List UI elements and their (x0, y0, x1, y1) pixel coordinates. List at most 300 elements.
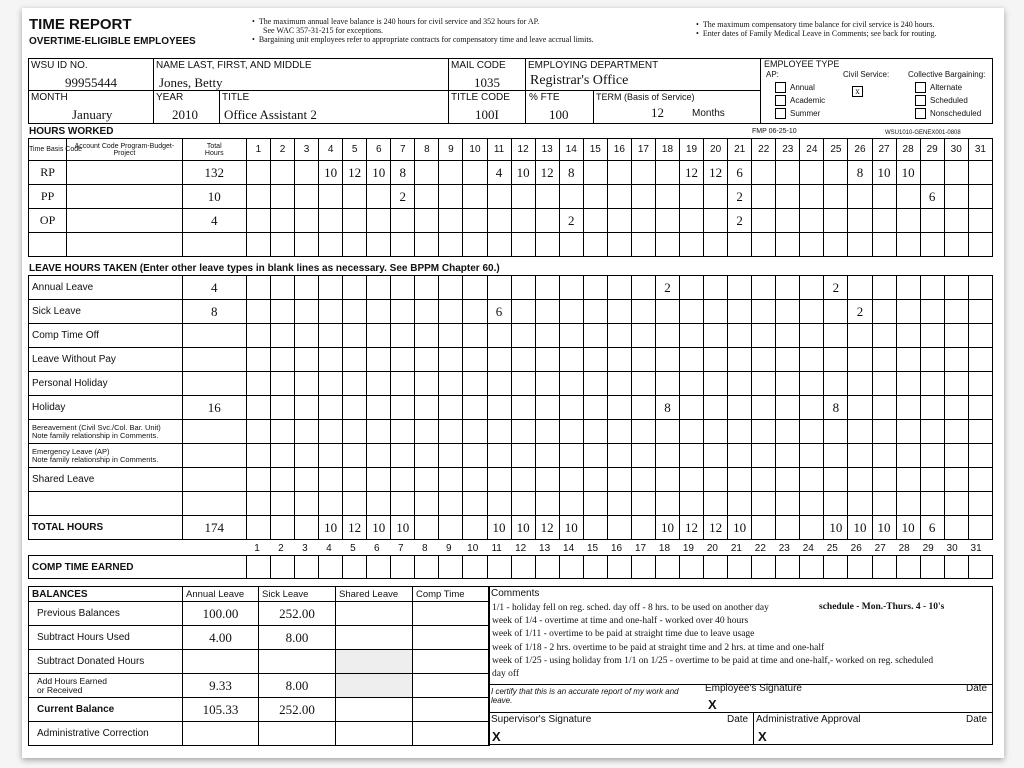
day-cell[interactable] (968, 444, 992, 468)
day-cell[interactable] (920, 209, 944, 233)
day-cell[interactable] (680, 396, 704, 420)
day-cell[interactable] (680, 209, 704, 233)
day-cell[interactable] (800, 492, 824, 516)
leave-total-cell[interactable] (182, 420, 246, 444)
day-cell[interactable] (559, 276, 583, 300)
day-cell[interactable] (800, 468, 824, 492)
day-cell[interactable] (655, 444, 679, 468)
day-cell[interactable] (872, 233, 896, 257)
day-cell[interactable]: 10 (367, 516, 391, 540)
day-cell[interactable] (848, 468, 872, 492)
day-cell[interactable] (535, 396, 559, 420)
day-cell[interactable]: 10 (655, 516, 679, 540)
day-cell[interactable] (848, 444, 872, 468)
day-cell[interactable] (944, 161, 968, 185)
day-cell[interactable] (295, 348, 319, 372)
day-cell[interactable] (824, 348, 848, 372)
day-cell[interactable] (535, 468, 559, 492)
comp-time-balance[interactable] (413, 722, 490, 746)
day-cell[interactable] (535, 492, 559, 516)
day-cell[interactable] (631, 324, 655, 348)
day-cell[interactable] (752, 556, 776, 579)
leave-total-cell[interactable]: 16 (182, 396, 246, 420)
day-cell[interactable] (415, 396, 439, 420)
day-cell[interactable] (631, 468, 655, 492)
day-cell[interactable] (415, 185, 439, 209)
day-cell[interactable] (655, 492, 679, 516)
day-cell[interactable] (631, 185, 655, 209)
day-cell[interactable] (752, 209, 776, 233)
day-cell[interactable] (631, 444, 655, 468)
day-cell[interactable] (655, 556, 679, 579)
total-hours-cell[interactable] (182, 233, 246, 257)
day-cell[interactable] (270, 492, 294, 516)
day-cell[interactable] (896, 209, 920, 233)
day-cell[interactable] (463, 468, 487, 492)
day-cell[interactable] (391, 324, 415, 348)
day-cell[interactable] (439, 185, 463, 209)
leave-total-cell[interactable] (182, 468, 246, 492)
day-cell[interactable] (752, 516, 776, 540)
day-cell[interactable] (728, 300, 752, 324)
day-cell[interactable] (896, 372, 920, 396)
day-cell[interactable] (824, 372, 848, 396)
day-cell[interactable] (391, 372, 415, 396)
day-cell[interactable] (704, 444, 728, 468)
day-cell[interactable] (848, 420, 872, 444)
day-cell[interactable] (367, 348, 391, 372)
annual-leave-balance[interactable]: 4.00 (183, 626, 259, 650)
day-cell[interactable] (872, 324, 896, 348)
scheduled-checkbox[interactable] (915, 95, 926, 106)
day-cell[interactable] (559, 300, 583, 324)
day-cell[interactable] (607, 396, 631, 420)
day-cell[interactable] (343, 420, 367, 444)
day-cell[interactable] (607, 468, 631, 492)
day-cell[interactable] (728, 492, 752, 516)
day-cell[interactable] (704, 348, 728, 372)
day-cell[interactable]: 10 (872, 516, 896, 540)
day-cell[interactable] (463, 396, 487, 420)
annual-leave-balance[interactable] (183, 650, 259, 674)
day-cell[interactable] (463, 276, 487, 300)
day-cell[interactable] (559, 348, 583, 372)
day-cell[interactable] (463, 516, 487, 540)
total-hours-cell[interactable]: 132 (182, 161, 246, 185)
day-cell[interactable] (511, 396, 535, 420)
day-cell[interactable] (439, 276, 463, 300)
day-cell[interactable] (776, 300, 800, 324)
day-cell[interactable] (704, 300, 728, 324)
comp-time-balance[interactable] (413, 626, 490, 650)
day-cell[interactable] (270, 348, 294, 372)
day-cell[interactable] (246, 209, 270, 233)
day-cell[interactable] (704, 556, 728, 579)
day-cell[interactable] (270, 444, 294, 468)
comp-time-balance[interactable] (413, 602, 490, 626)
day-cell[interactable] (920, 444, 944, 468)
day-cell[interactable] (270, 396, 294, 420)
day-cell[interactable] (824, 492, 848, 516)
day-cell[interactable] (920, 372, 944, 396)
day-cell[interactable] (295, 185, 319, 209)
day-cell[interactable] (439, 233, 463, 257)
day-cell[interactable] (776, 209, 800, 233)
day-cell[interactable]: 2 (559, 209, 583, 233)
day-cell[interactable] (968, 209, 992, 233)
day-cell[interactable] (343, 556, 367, 579)
day-cell[interactable] (583, 420, 607, 444)
day-cell[interactable] (655, 300, 679, 324)
day-cell[interactable]: 2 (824, 276, 848, 300)
day-cell[interactable] (631, 209, 655, 233)
day-cell[interactable] (728, 324, 752, 348)
day-cell[interactable] (559, 324, 583, 348)
day-cell[interactable] (439, 556, 463, 579)
day-cell[interactable] (896, 468, 920, 492)
day-cell[interactable] (246, 444, 270, 468)
day-cell[interactable] (391, 233, 415, 257)
day-cell[interactable] (680, 556, 704, 579)
day-cell[interactable] (944, 396, 968, 420)
day-cell[interactable] (824, 233, 848, 257)
day-cell[interactable] (439, 444, 463, 468)
day-cell[interactable] (607, 420, 631, 444)
day-cell[interactable] (680, 276, 704, 300)
day-cell[interactable] (631, 396, 655, 420)
day-cell[interactable] (655, 348, 679, 372)
day-cell[interactable] (752, 372, 776, 396)
day-cell[interactable] (367, 468, 391, 492)
day-cell[interactable] (511, 420, 535, 444)
day-cell[interactable] (896, 348, 920, 372)
day-cell[interactable] (800, 209, 824, 233)
day-cell[interactable] (367, 324, 391, 348)
day-cell[interactable] (270, 276, 294, 300)
day-cell[interactable] (824, 209, 848, 233)
day-cell[interactable] (704, 324, 728, 348)
day-cell[interactable] (776, 348, 800, 372)
day-cell[interactable]: 12 (343, 516, 367, 540)
day-cell[interactable] (776, 372, 800, 396)
day-cell[interactable]: 8 (848, 161, 872, 185)
day-cell[interactable] (559, 468, 583, 492)
day-cell[interactable] (439, 372, 463, 396)
day-cell[interactable] (270, 185, 294, 209)
day-cell[interactable] (896, 324, 920, 348)
day-cell[interactable] (511, 185, 535, 209)
total-hours-value[interactable]: 174 (182, 516, 246, 540)
day-cell[interactable] (824, 161, 848, 185)
day-cell[interactable] (319, 556, 343, 579)
day-cell[interactable] (367, 209, 391, 233)
day-cell[interactable] (607, 233, 631, 257)
day-cell[interactable] (246, 324, 270, 348)
day-cell[interactable] (944, 276, 968, 300)
day-cell[interactable] (968, 233, 992, 257)
day-cell[interactable] (824, 444, 848, 468)
day-cell[interactable] (607, 324, 631, 348)
sick-leave-balance[interactable] (259, 650, 336, 674)
day-cell[interactable] (776, 468, 800, 492)
day-cell[interactable] (343, 444, 367, 468)
comments-text[interactable] (492, 602, 933, 681)
day-cell[interactable] (655, 420, 679, 444)
day-cell[interactable] (704, 372, 728, 396)
day-cell[interactable] (848, 276, 872, 300)
day-cell[interactable]: 12 (535, 161, 559, 185)
day-cell[interactable] (367, 444, 391, 468)
day-cell[interactable] (848, 556, 872, 579)
day-cell[interactable] (920, 468, 944, 492)
day-cell[interactable] (319, 492, 343, 516)
day-cell[interactable] (704, 396, 728, 420)
day-cell[interactable] (246, 348, 270, 372)
day-cell[interactable] (319, 300, 343, 324)
time-basis-code[interactable]: RP (29, 161, 67, 185)
day-cell[interactable]: 12 (680, 516, 704, 540)
day-cell[interactable] (607, 348, 631, 372)
day-cell[interactable] (511, 276, 535, 300)
day-cell[interactable] (295, 161, 319, 185)
account-code-cell[interactable] (67, 185, 182, 209)
day-cell[interactable] (343, 185, 367, 209)
day-cell[interactable] (487, 233, 511, 257)
day-cell[interactable]: 12 (343, 161, 367, 185)
day-cell[interactable] (487, 396, 511, 420)
day-cell[interactable] (776, 233, 800, 257)
day-cell[interactable] (583, 556, 607, 579)
day-cell[interactable] (896, 444, 920, 468)
day-cell[interactable] (776, 161, 800, 185)
day-cell[interactable] (800, 185, 824, 209)
admin-approval-field[interactable]: X (758, 729, 767, 744)
day-cell[interactable] (343, 209, 367, 233)
leave-total-cell[interactable] (182, 444, 246, 468)
day-cell[interactable] (583, 372, 607, 396)
day-cell[interactable] (295, 300, 319, 324)
day-cell[interactable] (463, 348, 487, 372)
day-cell[interactable] (655, 468, 679, 492)
day-cell[interactable] (415, 233, 439, 257)
day-cell[interactable] (968, 276, 992, 300)
day-cell[interactable] (415, 420, 439, 444)
day-cell[interactable] (246, 420, 270, 444)
day-cell[interactable] (944, 372, 968, 396)
day-cell[interactable] (655, 324, 679, 348)
day-cell[interactable] (776, 516, 800, 540)
day-cell[interactable] (343, 348, 367, 372)
day-cell[interactable] (367, 300, 391, 324)
day-cell[interactable] (776, 444, 800, 468)
leave-total-cell[interactable]: 8 (182, 300, 246, 324)
day-cell[interactable] (728, 233, 752, 257)
day-cell[interactable] (680, 300, 704, 324)
day-cell[interactable] (872, 396, 896, 420)
day-cell[interactable] (752, 444, 776, 468)
sick-leave-balance[interactable]: 252.00 (259, 698, 336, 722)
day-cell[interactable] (848, 185, 872, 209)
day-cell[interactable] (295, 444, 319, 468)
day-cell[interactable] (872, 468, 896, 492)
day-cell[interactable] (583, 300, 607, 324)
day-cell[interactable] (872, 372, 896, 396)
annual-leave-balance[interactable]: 100.00 (183, 602, 259, 626)
shared-leave-balance[interactable] (336, 722, 413, 746)
day-cell[interactable] (415, 276, 439, 300)
day-cell[interactable] (944, 300, 968, 324)
day-cell[interactable] (607, 556, 631, 579)
day-cell[interactable] (631, 556, 655, 579)
day-cell[interactable] (415, 516, 439, 540)
day-cell[interactable] (776, 396, 800, 420)
day-cell[interactable] (607, 276, 631, 300)
day-cell[interactable] (631, 348, 655, 372)
day-cell[interactable] (535, 444, 559, 468)
day-cell[interactable] (559, 372, 583, 396)
day-cell[interactable] (631, 161, 655, 185)
day-cell[interactable] (415, 161, 439, 185)
day-cell[interactable]: 2 (391, 185, 415, 209)
day-cell[interactable] (391, 276, 415, 300)
day-cell[interactable] (487, 324, 511, 348)
day-cell[interactable] (704, 276, 728, 300)
day-cell[interactable] (896, 300, 920, 324)
day-cell[interactable] (872, 556, 896, 579)
day-cell[interactable] (607, 372, 631, 396)
day-cell[interactable] (319, 324, 343, 348)
day-cell[interactable] (800, 348, 824, 372)
day-cell[interactable] (583, 492, 607, 516)
day-cell[interactable] (295, 276, 319, 300)
day-cell[interactable] (270, 233, 294, 257)
day-cell[interactable] (968, 396, 992, 420)
day-cell[interactable] (776, 276, 800, 300)
day-cell[interactable] (511, 444, 535, 468)
day-cell[interactable] (752, 396, 776, 420)
day-cell[interactable] (415, 492, 439, 516)
day-cell[interactable] (463, 492, 487, 516)
day-cell[interactable] (391, 468, 415, 492)
day-cell[interactable] (535, 372, 559, 396)
day-cell[interactable] (776, 185, 800, 209)
day-cell[interactable] (848, 492, 872, 516)
day-cell[interactable] (343, 276, 367, 300)
day-cell[interactable] (535, 300, 559, 324)
day-cell[interactable] (391, 396, 415, 420)
day-cell[interactable] (800, 372, 824, 396)
day-cell[interactable] (680, 324, 704, 348)
academic-checkbox[interactable] (775, 95, 786, 106)
day-cell[interactable] (583, 444, 607, 468)
day-cell[interactable] (920, 556, 944, 579)
day-cell[interactable] (800, 420, 824, 444)
day-cell[interactable] (295, 233, 319, 257)
day-cell[interactable] (680, 233, 704, 257)
day-cell[interactable] (463, 556, 487, 579)
day-cell[interactable] (607, 161, 631, 185)
day-cell[interactable] (704, 492, 728, 516)
day-cell[interactable] (824, 300, 848, 324)
day-cell[interactable] (367, 556, 391, 579)
day-cell[interactable] (535, 185, 559, 209)
day-cell[interactable] (343, 372, 367, 396)
day-cell[interactable] (295, 324, 319, 348)
day-cell[interactable] (343, 396, 367, 420)
day-cell[interactable] (752, 324, 776, 348)
day-cell[interactable] (872, 209, 896, 233)
day-cell[interactable] (583, 233, 607, 257)
day-cell[interactable] (295, 396, 319, 420)
day-cell[interactable] (439, 396, 463, 420)
day-cell[interactable] (367, 492, 391, 516)
day-cell[interactable] (800, 324, 824, 348)
day-cell[interactable] (559, 185, 583, 209)
day-cell[interactable]: 8 (824, 396, 848, 420)
day-cell[interactable] (535, 276, 559, 300)
day-cell[interactable] (583, 185, 607, 209)
day-cell[interactable]: 12 (704, 516, 728, 540)
alternate-checkbox[interactable] (915, 82, 926, 93)
day-cell[interactable] (559, 420, 583, 444)
shared-leave-balance[interactable] (336, 626, 413, 650)
day-cell[interactable] (896, 276, 920, 300)
day-cell[interactable] (270, 556, 294, 579)
day-cell[interactable] (246, 161, 270, 185)
day-cell[interactable] (968, 324, 992, 348)
day-cell[interactable] (295, 372, 319, 396)
day-cell[interactable] (246, 300, 270, 324)
day-cell[interactable]: 10 (896, 161, 920, 185)
day-cell[interactable]: 10 (487, 516, 511, 540)
sick-leave-balance[interactable] (259, 722, 336, 746)
day-cell[interactable]: 6 (728, 161, 752, 185)
shared-leave-balance[interactable] (336, 698, 413, 722)
day-cell[interactable] (728, 556, 752, 579)
day-cell[interactable] (487, 372, 511, 396)
day-cell[interactable] (680, 185, 704, 209)
annual-leave-balance[interactable] (183, 722, 259, 746)
day-cell[interactable] (439, 348, 463, 372)
day-cell[interactable] (631, 420, 655, 444)
day-cell[interactable] (343, 300, 367, 324)
day-cell[interactable] (439, 300, 463, 324)
day-cell[interactable] (848, 348, 872, 372)
day-cell[interactable] (511, 209, 535, 233)
day-cell[interactable] (246, 492, 270, 516)
day-cell[interactable]: 2 (848, 300, 872, 324)
day-cell[interactable] (463, 444, 487, 468)
day-cell[interactable] (439, 324, 463, 348)
day-cell[interactable] (295, 209, 319, 233)
day-cell[interactable] (559, 556, 583, 579)
day-cell[interactable] (776, 324, 800, 348)
civil-service-checkbox[interactable]: x (852, 86, 863, 97)
day-cell[interactable] (631, 372, 655, 396)
day-cell[interactable] (728, 420, 752, 444)
day-cell[interactable] (920, 233, 944, 257)
account-code-cell[interactable] (67, 209, 182, 233)
day-cell[interactable] (511, 468, 535, 492)
day-cell[interactable] (535, 348, 559, 372)
day-cell[interactable] (920, 161, 944, 185)
day-cell[interactable] (896, 492, 920, 516)
day-cell[interactable] (463, 185, 487, 209)
day-cell[interactable] (655, 372, 679, 396)
day-cell[interactable] (415, 209, 439, 233)
day-cell[interactable] (559, 444, 583, 468)
day-cell[interactable] (319, 420, 343, 444)
